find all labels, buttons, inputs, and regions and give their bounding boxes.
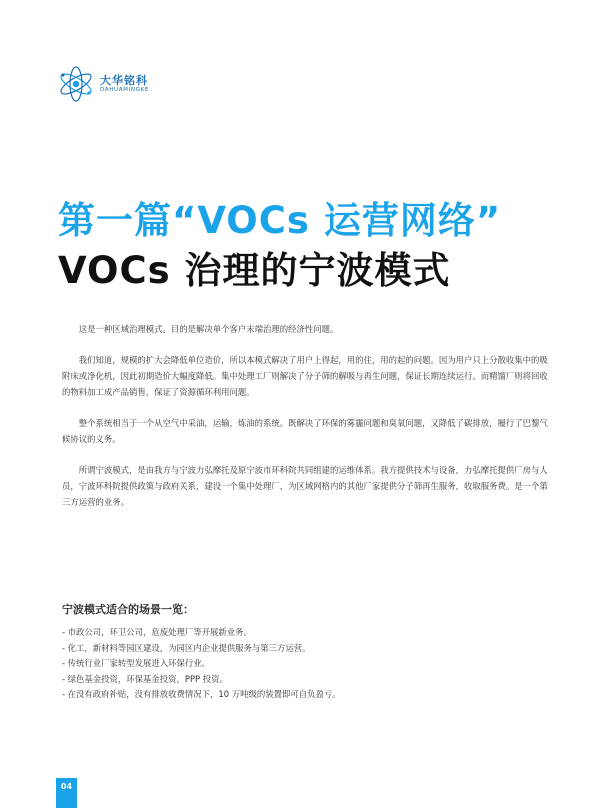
paragraph: 所谓宁波模式，是由我方与宁波力弘摩托及原宁波市环科院共同组建的运维体系。我方提供技术与设备，力弘摩托提供厂房与人员，宁波环科院提供政策与政府关系，建设一个集中处理厂，为区域网格内的其他厂家提供分子筛再生服务，收取服务费。是一个第三方运营的业务。 bbox=[62, 465, 548, 507]
list-item: - 绿色基金投资，环保基金投资，PPP 投资。 bbox=[62, 673, 228, 684]
scenes-list bbox=[62, 625, 341, 703]
scenes-heading: 宁波模式适合的场景一览： bbox=[62, 603, 194, 616]
list-item: - 市政公司，环卫公司，危废处理厂等开展新业务。 bbox=[62, 627, 252, 637]
atom-orbit-logo-icon bbox=[56, 62, 98, 108]
list-item: - 化工，新材料等园区建设，为园区内企业提供服务与第三方运营。 bbox=[62, 642, 311, 653]
list-item: - 在没有政府补贴，没有排放收费情况下，10 万吨级的装置即可自负盈亏。 bbox=[62, 689, 341, 699]
chapter-subtitle: VOCs 治理的宁波模式 bbox=[58, 249, 451, 292]
list-item: - 传统行业厂家转型发展进入环保行业。 bbox=[62, 658, 211, 668]
paragraph: 整个系统相当于一个从空气中采油，运输，炼油的系统。既解决了环保的雾霾问题和臭氧问题，又降低了碳排放，履行了巴黎气候协议的义务。 bbox=[62, 418, 548, 444]
company-logo bbox=[56, 62, 186, 114]
logo-name-en: DAHUAMINGKE bbox=[100, 87, 149, 93]
body-text bbox=[62, 321, 554, 525]
paragraph: 这是一种区域治理模式。目的是解决单个客户末端治理的经济性问题。 bbox=[78, 324, 339, 334]
chapter-title: 第一篇“VOCs 运营网络” bbox=[58, 199, 502, 242]
logo-name-cn: 大华铭科 bbox=[100, 74, 148, 87]
page-number: 04 bbox=[56, 778, 77, 808]
paragraph: 我们知道，规模的扩大会降低单位造价，所以本模式解决了用户上得起，用的住，用的起的问题。因为用户只上分散收集中的吸附床或净化机，因此初期造价大幅度降低。集中处理工厂则解决了分子筛的解吸与再生问题，保证长期连续运行。而精馏厂则将回收的物料加工成产品销售，保证了资源循环利用问题。 bbox=[62, 355, 548, 397]
